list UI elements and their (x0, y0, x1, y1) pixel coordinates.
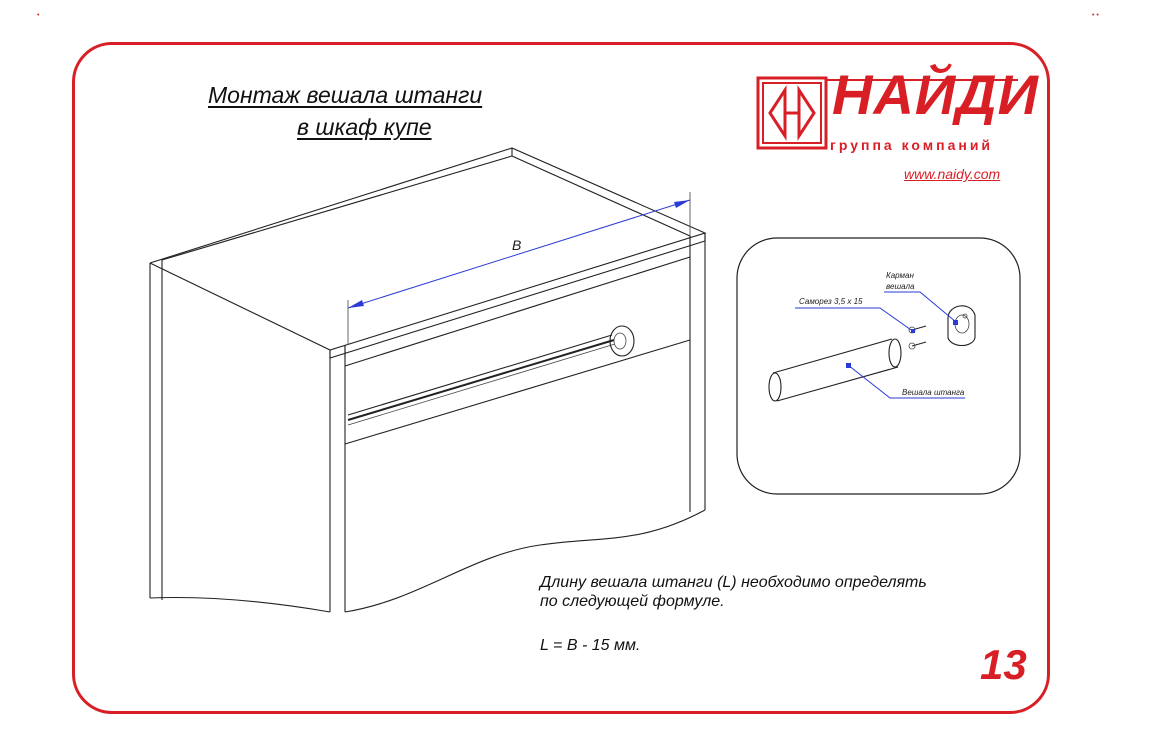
bracket-label-line1: Карман (886, 271, 914, 280)
page-title-line2: в шкаф купе (297, 114, 432, 140)
corner-dot-left: • (37, 12, 40, 19)
bracket-label-line2: вешала (886, 282, 915, 291)
corner-dot-right: • • (1092, 12, 1099, 19)
dimension-label: B (512, 237, 522, 253)
instruction-line1: Длину вешала штанги (L) необходимо определять (540, 574, 927, 591)
rod-label: Вешала штанга (902, 388, 965, 397)
cabinet-drawing (150, 148, 705, 612)
page-number: 13 (980, 641, 1027, 688)
detail-inset (737, 238, 1020, 494)
logo-wordmark: НАЙДИ (832, 63, 1039, 126)
screw-label: Саморез 3,5 х 15 (799, 297, 863, 306)
website-link[interactable]: www.naidy.com (904, 166, 1001, 182)
instruction-line2: по следующей формуле. (540, 593, 725, 610)
page-title-line1: Монтаж вешала штанги (208, 82, 483, 108)
logo-subtitle: группа компаний (830, 137, 994, 153)
formula: L = B - 15 мм. (540, 637, 641, 654)
